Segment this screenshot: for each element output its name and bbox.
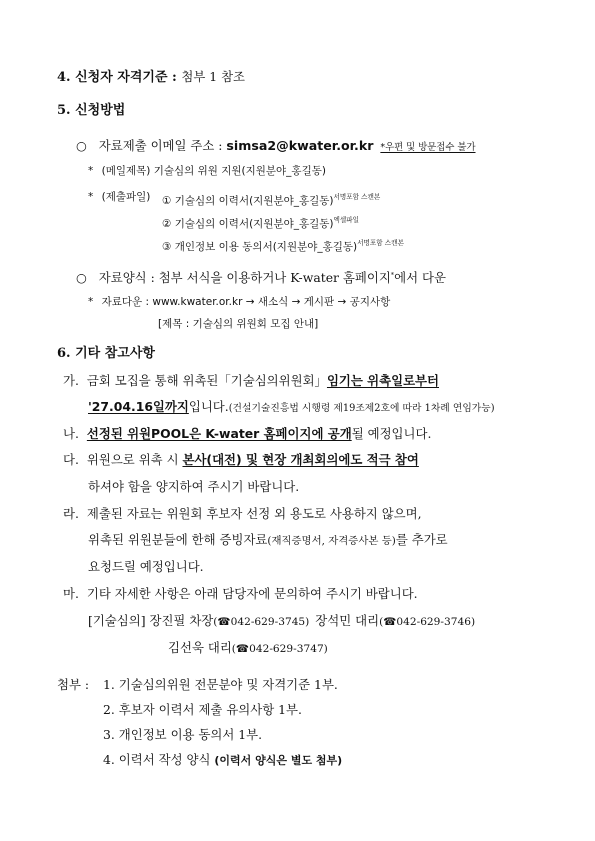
contact-name: 김선욱 대리 — [168, 640, 232, 655]
email-address[interactable]: simsa2@kwater.or.kr — [226, 138, 374, 153]
contact-phone: (☎042-629-3746) — [379, 616, 476, 628]
submit-file-item: ① 기술심의 이력서(지원분야_홍길동)$^{서명포함 스캔본}$ — [162, 193, 381, 207]
item-marker: 다. — [63, 452, 79, 467]
term-highlight: 임기는 위촉일로부터 — [326, 373, 439, 388]
item-ra: 라. 제출된 자료는 위원회 후보자 선정 외 용도로 사용하지 않으며, — [63, 506, 422, 521]
attachment-item: 3. 개인정보 이용 동의서 1부. — [103, 727, 263, 742]
submit-files-label: (제출파일) — [101, 191, 151, 203]
item-ga-cont: '27.04.16일까지입니다.(건설기술진흥법 시행령 제19조제2호에 따라 1차례 연임가능) — [88, 399, 495, 414]
form-row: ○ 자료양식 : 첨부 서식을 이용하거나 K-water 홈페이지*에서 다운 — [76, 270, 446, 285]
contact-row — [88, 613, 475, 630]
item-ma: 마. 기타 자세한 사항은 아래 담당자에 문의하여 주시기 바랍니다. — [63, 586, 418, 601]
mail-subject-row — [88, 163, 326, 179]
contact-row — [168, 640, 328, 657]
item-marker: 마. — [63, 586, 79, 601]
attachment-note: (이력서 양식은 별도 첨부) — [214, 754, 343, 767]
contact-name: 장진필 차장 — [149, 613, 214, 628]
section-4-text: 첨부 1 참조 — [181, 69, 246, 84]
attachment-item: 2. 후보자 이력서 제출 유의사항 1부. — [103, 702, 302, 717]
item-da-cont: 하셔야 함을 양지하여 주시기 바랍니다. — [88, 479, 300, 494]
email-note: *우편 및 방문접수 불가 — [380, 142, 476, 153]
pool-notice: 선정된 위원POOL은 K-water 홈페이지에 공개 — [86, 426, 352, 441]
contact-name: 장석민 대리 — [315, 613, 380, 628]
item-ra-cont: 요청드릴 예정입니다. — [88, 559, 204, 574]
contact-phone: (☎042-629-3745) — [213, 616, 310, 628]
item-ga: 가. 금회 모집을 통해 위촉된「기술심의위원회」임기는 위촉일로부터 — [63, 373, 439, 388]
post-title: [제목 : 기술심의 위원회 모집 안내] — [158, 318, 319, 330]
contact-phone: (☎042-629-3747) — [231, 643, 328, 655]
section-4 — [57, 69, 245, 86]
item-marker: 나. — [63, 426, 79, 441]
item-marker: 가. — [63, 373, 79, 388]
download-row — [88, 294, 390, 310]
email-label: 자료제출 이메일 주소 : — [98, 138, 227, 153]
bullet-circle-icon: ○ — [76, 270, 87, 285]
section-5-title: 5. 신청방법 — [57, 103, 126, 118]
section-6-title: 6. 기타 참고사항 — [57, 346, 155, 361]
section-4-title: 4. 신청자 자격기준 : — [57, 70, 182, 85]
bullet-circle-icon: ○ — [76, 138, 87, 153]
term-note: (건설기술진흥법 시행령 제19조제2호에 따라 1차례 연임가능) — [228, 403, 495, 414]
item-da: 다. 위원으로 위촉 시 본사(대전) 및 현장 개최회의에도 적극 참여 — [63, 452, 419, 467]
attachment-item: 4. 이력서 작성 양식 (이력서 양식은 별도 첨부) — [103, 752, 343, 767]
download-path: 자료다운 : www.kwater.or.kr → 새소식 → 게시판 → 공지사항 — [101, 296, 391, 308]
mail-subject-text: (메일제목) 기술심의 위원 지원(지원분야_홍길동) — [101, 165, 326, 177]
item-marker: 라. — [63, 506, 79, 521]
asterisk-mark: * — [88, 191, 94, 203]
submit-files-row — [88, 189, 150, 205]
term-end-date: '27.04.16일까지 — [88, 399, 189, 414]
asterisk-mark: * — [88, 296, 94, 308]
asterisk-mark: * — [88, 165, 94, 177]
contact-dept: [기술심의] — [88, 613, 150, 628]
email-row — [76, 138, 476, 156]
participation-notice: 본사(대전) 및 현장 개최회의에도 적극 참여 — [182, 452, 419, 467]
form-text: 자료양식 : 첨부 서식을 이용하거나 K-water 홈페이지 — [98, 270, 391, 285]
submit-file-item: ③ 개인정보 이용 동의서(지원분야_홍길동)$^{서명포함 스캔본}$ — [162, 239, 404, 253]
attachment-item: 1. 기술심의위원 전문분야 및 자격기준 1부. — [103, 677, 338, 692]
submit-file-item: ② 기술심의 이력서(지원분야_홍길동)$^{엑셀파일}$ — [162, 216, 360, 230]
item-ra-cont: 위촉된 위원분들에 한해 증빙자료(재직증명서, 자격증사본 등)를 추가로 — [88, 532, 448, 547]
attachments-label: 첨부 : — [57, 677, 90, 692]
item-na: 나. 선정된 위원POOL은 K-water 홈페이지에 공개될 예정입니다. — [63, 426, 432, 441]
